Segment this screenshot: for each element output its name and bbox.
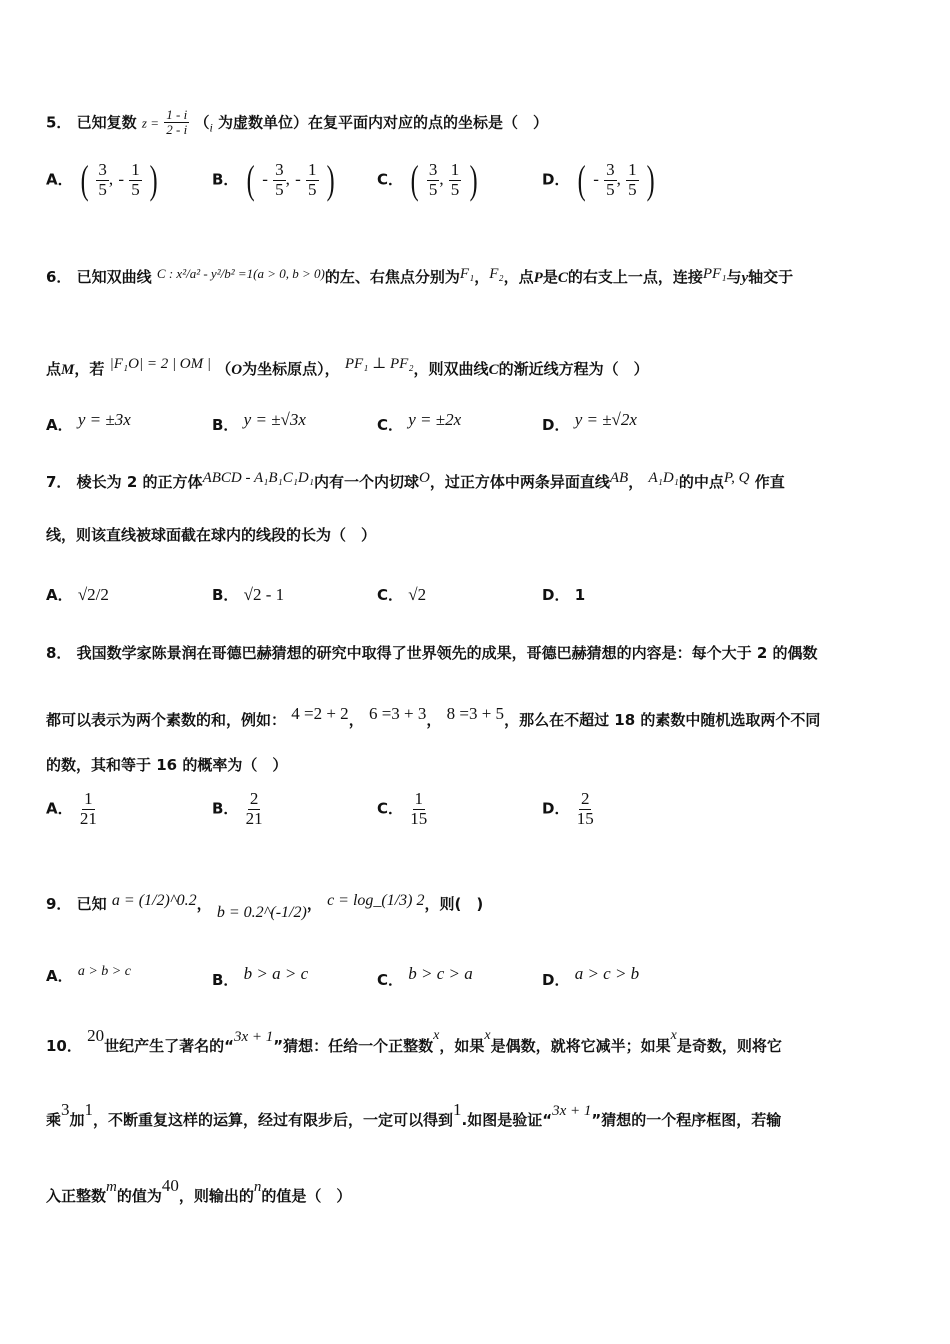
q5-c-frac-2 [449,161,462,199]
question-7-line-1 [46,470,785,492]
q6-option-a [46,410,131,435]
q5-option-d [542,157,657,202]
q7-number: 7． [46,473,72,491]
q10-l3d: 的值是（ ） [261,1187,352,1205]
q9-c-definition: c = log_(1/3) 2 [327,892,425,909]
right-paren: ) [469,157,478,202]
q6-curve-equation: C : x²/a² - y²/b² =1(a > 0, b > 0) [156,266,325,281]
q5-b-num-1: 3 [275,159,284,179]
q5-a-frac-2 [129,161,142,199]
q6-option-d [542,410,637,435]
q10-n3: 3 [61,1100,70,1119]
q7-line2: 线，则该直线被球面截在球内的线段的长为（ ） [46,526,377,544]
right-paren: ) [326,157,335,202]
q5-number: 5． [46,113,72,132]
q7-option-d-label: D． [542,586,570,604]
question-6-line-2 [46,354,649,379]
q7-option-b-expr: √2 - 1 [243,585,285,604]
q10-expr1: 3x + 1 [233,1029,274,1045]
q7-stem-pre: 棱长为 2 的正方体 [76,473,203,491]
q8-number: 8． [46,644,72,662]
q8-d-num: 2 [580,789,590,808]
q8-option-c-frac [408,790,429,828]
q7-stem-post: 作直 [754,473,785,491]
left-paren: ( [246,157,255,202]
q9-number: 9． [46,895,72,913]
q8-c-den: 15 [410,808,428,828]
q6-c: C [557,270,568,286]
q8-option-c-label: C． [377,799,404,818]
left-paren: ( [410,157,419,202]
q5-z-lhs: z = [141,115,160,131]
q10-n1: 1 [84,1100,94,1119]
q6-option-c [377,410,461,435]
q9-stem-pre: 已知 [76,895,107,913]
q10-x1: x [433,1028,440,1043]
q5-c-num-1: 3 [428,159,438,179]
question-8-line-2 [46,704,820,730]
q6-number: 6． [46,268,72,286]
q10-n40: 40 [161,1176,179,1195]
q5-c-den-2: 5 [450,179,460,199]
q8-option-c [377,790,429,828]
q8-option-d-label: D． [542,799,570,818]
q6-condition: |F₁O| = 2 | OM | [109,356,212,372]
q10-n1b: 1 [453,1100,462,1119]
q5-c-frac-1 [427,161,440,199]
q6-option-c-label: C． [377,416,404,434]
q10-x2: x [484,1028,491,1043]
q5-b-den-1: 5 [275,179,284,199]
q10-s3: ，如果 [439,1037,485,1055]
q6-option-c-expr: y = ±2x [408,410,462,429]
comma: , [108,169,114,189]
q9-option-b-label: B． [212,971,239,989]
q6-f1: F₁ [459,266,475,282]
q6-option-b-expr: y = ±√3x [243,410,306,429]
q10-s1: 世纪产生了著名的“ [104,1037,234,1055]
q5-a-den-2: 5 [131,179,140,199]
q10-n-var: n [253,1179,262,1195]
q8-b-den: 21 [245,808,263,828]
q7-option-c-label: C． [377,586,404,604]
q6-option-a-expr: y = ±3x [77,410,131,429]
q10-s5: 是奇数，则将它 [676,1037,782,1055]
q5-z-numerator: 1 - i [166,107,188,122]
q6-l2-pre: 点 [46,360,62,378]
q10-l3c: ，则输出的 [178,1187,254,1205]
q5-a-sign-2: - [118,169,125,189]
q10-s4: 是偶数，就将它减半；如果 [490,1037,671,1055]
q6-perp: PF₁ ⊥ PF₂ [344,356,414,372]
q5-a-den-1: 5 [98,179,107,199]
q10-l2d: .如图是验证“ [461,1111,553,1129]
q6-option-a-label: A． [46,416,73,434]
q9-option-d-label: D． [542,971,570,989]
q5-stem-post: 为虚数单位）在复平面内对应的点的坐标是（ ） [218,113,549,132]
q7-option-d-expr: 1 [574,586,586,604]
q9-b-definition: b = 0.2^(-1/2) [216,904,307,921]
q10-s2: ”猜想：任给一个正整数 [273,1037,434,1055]
q10-m-var: m [106,1179,117,1195]
q8-line3: 的数，其和等于 16 的概率为（ ） [46,756,288,774]
q5-option-d-label: D． [542,170,570,189]
question-5 [46,108,548,138]
q6-stem-pre: 已知双曲线 [76,268,152,286]
left-paren: ( [577,157,586,202]
q10-n20: 20 [87,1026,105,1045]
q9-option-d [542,964,639,990]
q7-stem-mid1: 内有一个内切球 [313,473,419,491]
q8-example-1: 4 =2 + 2 [291,704,349,723]
q6-sep: ， [474,268,490,286]
q8-example-3: 8 =3 + 5 [446,704,505,723]
question-7-line-2 [46,524,376,545]
q6-stem-mid2: ，点 [503,268,534,286]
q9-option-b [212,964,308,990]
q6-l2-mid2: ，则双曲线 [413,360,489,378]
q9-option-d-expr: a > c > b [574,964,640,983]
q7-option-c-expr: √2 [408,585,427,604]
q9-option-c [377,964,473,990]
q5-b-sign-1: - [262,169,268,189]
comma: , [616,169,621,189]
q5-z-denominator: 2 - i [166,122,188,138]
q5-a-frac-1 [96,161,109,199]
q5-d-num-2: 1 [628,159,637,179]
q8-option-b [212,790,265,828]
q10-l3b: 的值为 [116,1187,162,1205]
q5-d-sign-1: - [593,169,599,189]
q5-d-den-1: 5 [606,179,615,199]
q8-option-b-frac [244,790,265,828]
q8-c-num: 1 [414,789,423,808]
q7-option-d [542,584,585,605]
q5-b-num-2: 1 [308,159,317,179]
q7-option-c [377,584,426,605]
q6-stem-mid3: 是 [542,268,558,286]
q5-b-frac-1 [273,161,286,199]
q6-y: y [741,270,749,286]
q7-cube: ABCD - A₁B₁C₁D₁ [202,470,314,486]
q10-x3: x [670,1028,677,1043]
q8-option-b-label: B． [212,799,239,818]
q10-l2b: 加 [69,1111,85,1129]
q7-option-a-expr: √2/2 [77,585,109,604]
q7-stem-mid2: ，过正方体中两条异面直线 [429,473,610,491]
question-8-line-3 [46,754,287,775]
question-10-line-1 [46,1026,782,1056]
q6-o: O [231,362,243,378]
q7-option-b-label: B． [212,586,239,604]
q8-d-den: 15 [576,808,594,828]
question-10-line-2 [46,1100,781,1130]
question-10-line-3 [46,1176,351,1206]
q7-pq: P, Q [723,470,750,486]
q9-a-definition: a = (1/2)^0.2 [111,892,197,909]
q7-sep: ， [628,473,644,491]
comma: , [285,169,290,189]
q5-z-fraction [164,108,189,138]
q8-b-num: 2 [249,789,259,808]
q9-sep2: ， [306,895,322,913]
q8-example-2: 6 =3 + 3 [368,704,427,723]
q8-option-a [46,790,99,828]
q10-number: 10． [46,1037,82,1055]
question-8-line-1 [46,642,818,663]
q5-c-den-1: 5 [428,179,438,199]
q8-sep1: ， [348,711,364,729]
q5-b-frac-2 [306,161,319,199]
q8-l2-pre: 都可以表示为两个素数的和，例如： [46,711,287,729]
q6-l2-mid: ，若 [74,360,105,378]
q6-o-note: 为坐标原点）， [242,360,340,378]
q8-option-d-frac [575,790,596,828]
q8-sep2: ， [426,711,442,729]
q6-c2: C [488,362,499,378]
question-9 [46,892,483,922]
q6-stem-mid5: 与 [726,268,742,286]
q9-option-c-expr: b > c > a [408,964,473,983]
q8-l2-post: ，那么在不超过 18 的素数中随机选取两个不同 [504,711,821,729]
q5-c-num-2: 1 [450,159,460,179]
q5-option-c [377,157,480,202]
q7-o: O [419,470,430,486]
q6-stem-mid1: 的左、右焦点分别为 [324,268,460,286]
q6-stem-mid6: 轴交于 [748,268,794,286]
q5-d-frac-2 [626,161,639,199]
q8-option-a-label: A． [46,799,73,818]
q5-option-c-label: C． [377,170,404,189]
q10-l2a: 乘 [46,1111,62,1129]
q5-paren-open: （ [194,113,210,132]
right-paren: ) [646,157,655,202]
q5-d-den-2: 5 [628,179,637,199]
q6-option-d-label: D． [542,416,570,434]
q8-line1: 我国数学家陈景润在哥德巴赫猜想的研究中取得了世界领先的成果，哥德巴赫猜想的内容是：每个大于 2 的偶数 [76,644,818,662]
q5-a-num-1: 3 [98,159,107,179]
q10-expr2: 3x + 1 [552,1103,592,1119]
q6-m: M [61,362,75,378]
q7-option-b [212,584,284,605]
right-paren: ) [149,157,158,202]
q7-option-a [46,584,109,605]
q6-option-b [212,410,306,435]
q8-a-num: 1 [84,789,93,808]
q9-option-b-expr: b > a > c [243,964,309,983]
q5-stem-pre: 已知复数 [76,113,137,132]
q5-option-b-label: B． [212,170,239,189]
q5-option-a [46,157,160,202]
q8-option-d [542,790,596,828]
q5-b-sign-2: - [295,169,301,189]
q10-l2c: ，不断重复这样的运算，经过有限步后，一定可以得到 [93,1111,454,1129]
q9-sep1: ， [196,895,212,913]
q7-stem-mid3: 的中点 [678,473,724,491]
q9-option-a [46,964,131,986]
q5-d-num-1: 3 [606,159,615,179]
q5-option-b [212,157,337,202]
question-6-line-1 [46,266,793,287]
q9-option-c-label: C． [377,971,404,989]
q7-ad: A₁D₁ [648,470,679,486]
q6-stem-mid4: 的右支上一点，连接 [567,268,703,286]
q5-option-a-label: A． [46,170,73,189]
left-paren: ( [80,157,89,202]
q8-a-den: 21 [79,808,97,828]
q6-p: P [533,270,543,286]
q9-option-a-expr: a > b > c [77,964,131,979]
q7-option-a-label: A． [46,586,73,604]
q5-i-var: i [209,120,213,135]
q6-option-b-label: B． [212,416,239,434]
q9-stem-post: ，则( ) [424,895,484,913]
q5-b-den-2: 5 [308,179,317,199]
q7-ab: AB [609,470,629,486]
q5-d-frac-1 [604,161,617,199]
q6-pf1: PF₁ [702,266,727,282]
q9-option-a-label: A． [46,967,73,985]
q10-l2e: ”猜想的一个程序框图，若输 [591,1111,782,1129]
q6-o-note-open: （ [216,360,232,378]
q6-f2: F₂ [489,266,504,282]
q8-option-a-frac [78,790,99,828]
q6-l2-post: 的渐近线方程为（ ） [498,360,649,378]
q10-l3a: 入正整数 [46,1187,107,1205]
q5-a-num-2: 1 [131,159,140,179]
q6-option-d-expr: y = ±√2x [574,410,637,429]
comma: , [439,169,444,189]
